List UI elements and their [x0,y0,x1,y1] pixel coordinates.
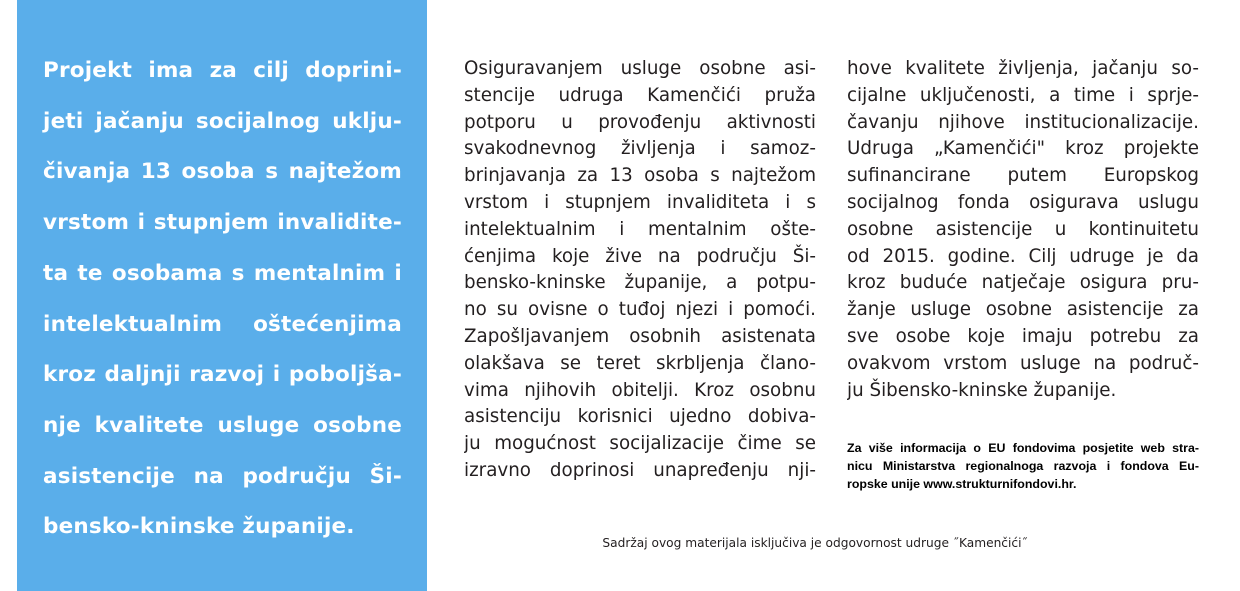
note-line: ropske unije www.strukturnifondovi.hr. [847,477,1077,491]
body-line: potporu u provođenju aktivnosti [464,111,816,133]
body-line: izravno doprinosi unapređenju nji- [464,459,816,481]
body-line: sufinancirane putem Europskog [847,165,1199,187]
lead-line: intelektualnim oštećenjima [43,311,402,337]
body-line: Udruga „Kamenčići" kroz projekte [847,138,1199,160]
body-line: stencije udruga Kamenčići pruža [464,84,816,106]
body-line: svakodnevnog življenja i samoz- [464,138,816,160]
body-line: sve osobe koje imaju potrebu za [847,325,1199,347]
lead-line: Projekt ima za cilj doprini- [43,58,402,83]
body-line: od 2015. godine. Cilj udruge je da [847,245,1199,267]
body-line: hove kvalitete življenja, jačanju so- [847,58,1199,79]
body-line: cijalne uključenosti, a time i sprje- [847,84,1199,106]
body-line: asistenciju korisnici ujedno dobiva- [464,406,816,428]
body-line: ju Šibensko-kninske županije. [847,379,1117,401]
body-line: Osiguravanjem usluge osobne asi- [464,58,816,79]
lead-line: ta te osobama s mentalnim i [43,260,402,286]
body-line: vrstom i stupnjem invaliditeta i s [464,191,816,213]
lead-line: jeti jačanju socijalnog uklju- [43,108,402,134]
body-line: ovakvom vrstom usluge na područ- [847,352,1199,374]
body-line: osobne asistencije u kontinuitetu [847,218,1199,240]
lead-line: vrstom i stupnjem invalidite- [43,210,402,236]
body-line: kroz buduće natječaje osigura pru- [847,272,1199,294]
lead-line: kroz daljnji razvoj i poboljša- [43,362,402,388]
disclaimer-footer: Sadržaj ovog materijala isključiva je odgovornost udruge ˝Kamenčići˝ [602,536,1028,550]
body-line: čavanju njihove institucionalizacije. [847,111,1199,133]
lead-line: bensko-kninske županije. [43,514,355,540]
body-line: Zapošljavanjem osobnih asistenata [464,325,816,347]
body-line: bensko-kninske županije, a potpu- [464,272,816,294]
body-column-2 [847,56,1199,404]
eu-funds-note [847,439,1199,493]
body-line: olakšava se teret skrbljenja člano- [464,352,816,374]
body-line: brinjavanja za 13 osoba s najtežom [464,165,816,187]
body-column-1 [464,56,816,485]
body-line: žanje usluge osobne asistencije za [847,299,1199,321]
lead-line: čivanja 13 osoba s najtežom [43,159,402,185]
body-line: ćenjima koje žive na području Ši- [464,245,816,267]
body-line: no su ovisne o tuđoj njezi i pomoći. [464,299,816,321]
lead-line: asistencije na području Ši- [43,463,402,489]
lead-line: nje kvalitete usluge osobne [43,412,402,438]
note-line: Za više informacija o EU fondovima posjetite web stra- [847,441,1199,455]
body-line: intelektualnim i mentalnim ošte- [464,218,816,240]
body-line: vima njihovih obitelji. Kroz osobnu [464,379,816,401]
body-line: socijalnog fonda osigurava uslugu [847,191,1199,213]
body-line: ju mogućnost socijalizacije čime se [464,433,816,455]
lead-paragraph [43,46,402,553]
note-line: nicu Ministarstva regionalnoga razvoja i fondova Eu- [847,459,1199,473]
